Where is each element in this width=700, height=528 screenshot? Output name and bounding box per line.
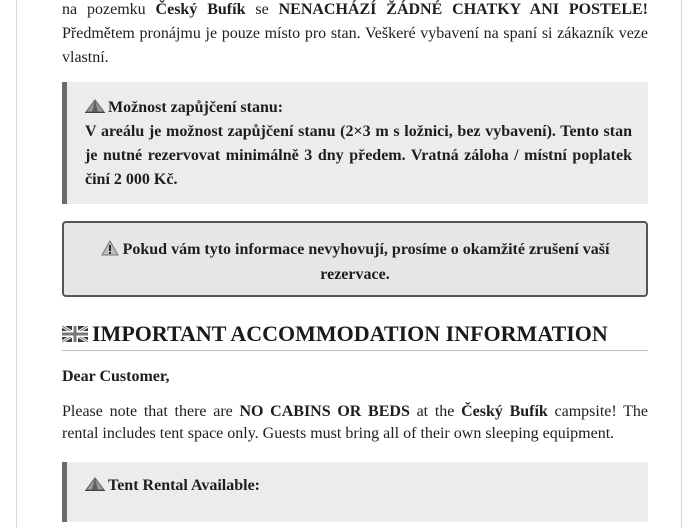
uk-flag-icon [62,326,88,342]
tent-rental-text-cz: V areálu je možnost zapůjčení stanu (2×3 m s ložnici, bez vybavení). Tento stan je nutné rezervovat minimálně 3 dny předem. Vratná záloha / místní poplatek činí 2 000 Kč. [85,123,632,188]
tent-rental-title-text: Tent Rental Available: [108,477,261,494]
section-heading-en [62,320,648,351]
intro-text: Předmětem pronájmu je pouze místo pro stan. Veškeré vybavení na spaní si zákazník veze vlastní. [62,25,648,66]
tent-rental-title-text: Možnost zapůjčení stanu: [108,99,284,116]
intro-paragraph-cz [62,0,648,70]
cancellation-warning-text: Pokud vám tyto informace nevyhovují, prosíme o okamžité zrušení vaší rezervace. [122,241,610,283]
body-paragraph-en [62,401,648,445]
no-cabins-notice-en: NO CABINS OR BEDS [239,403,410,420]
body-text: Please note that there are [62,403,240,420]
brand-name: Český Bufík [461,403,548,420]
intro-text: se [245,1,279,18]
tent-rental-box-cz [62,82,648,204]
body-text: at the [409,403,462,420]
tent-icon [85,99,105,113]
brand-name: Český Bufík [155,1,246,18]
section-heading-text: IMPORTANT ACCOMMODATION INFORMATION [92,321,608,346]
tent-icon [85,477,105,491]
tent-rental-title-cz [85,96,632,120]
warning-icon [101,240,119,256]
greeting: Dear Customer, [62,368,170,385]
body-text: campsite! The rental includes tent space only. Guests must bring all of their own sleeping equipment. [62,403,649,442]
tent-rental-title-en [85,474,632,498]
intro-text: na pozemku [62,1,156,18]
cancellation-warning-box [62,221,648,297]
tent-rental-box-en [62,462,648,522]
no-cabins-notice-cz: NENACHÁZÍ ŽÁDNÉ CHATKY ANI POSTELE! [278,1,649,18]
